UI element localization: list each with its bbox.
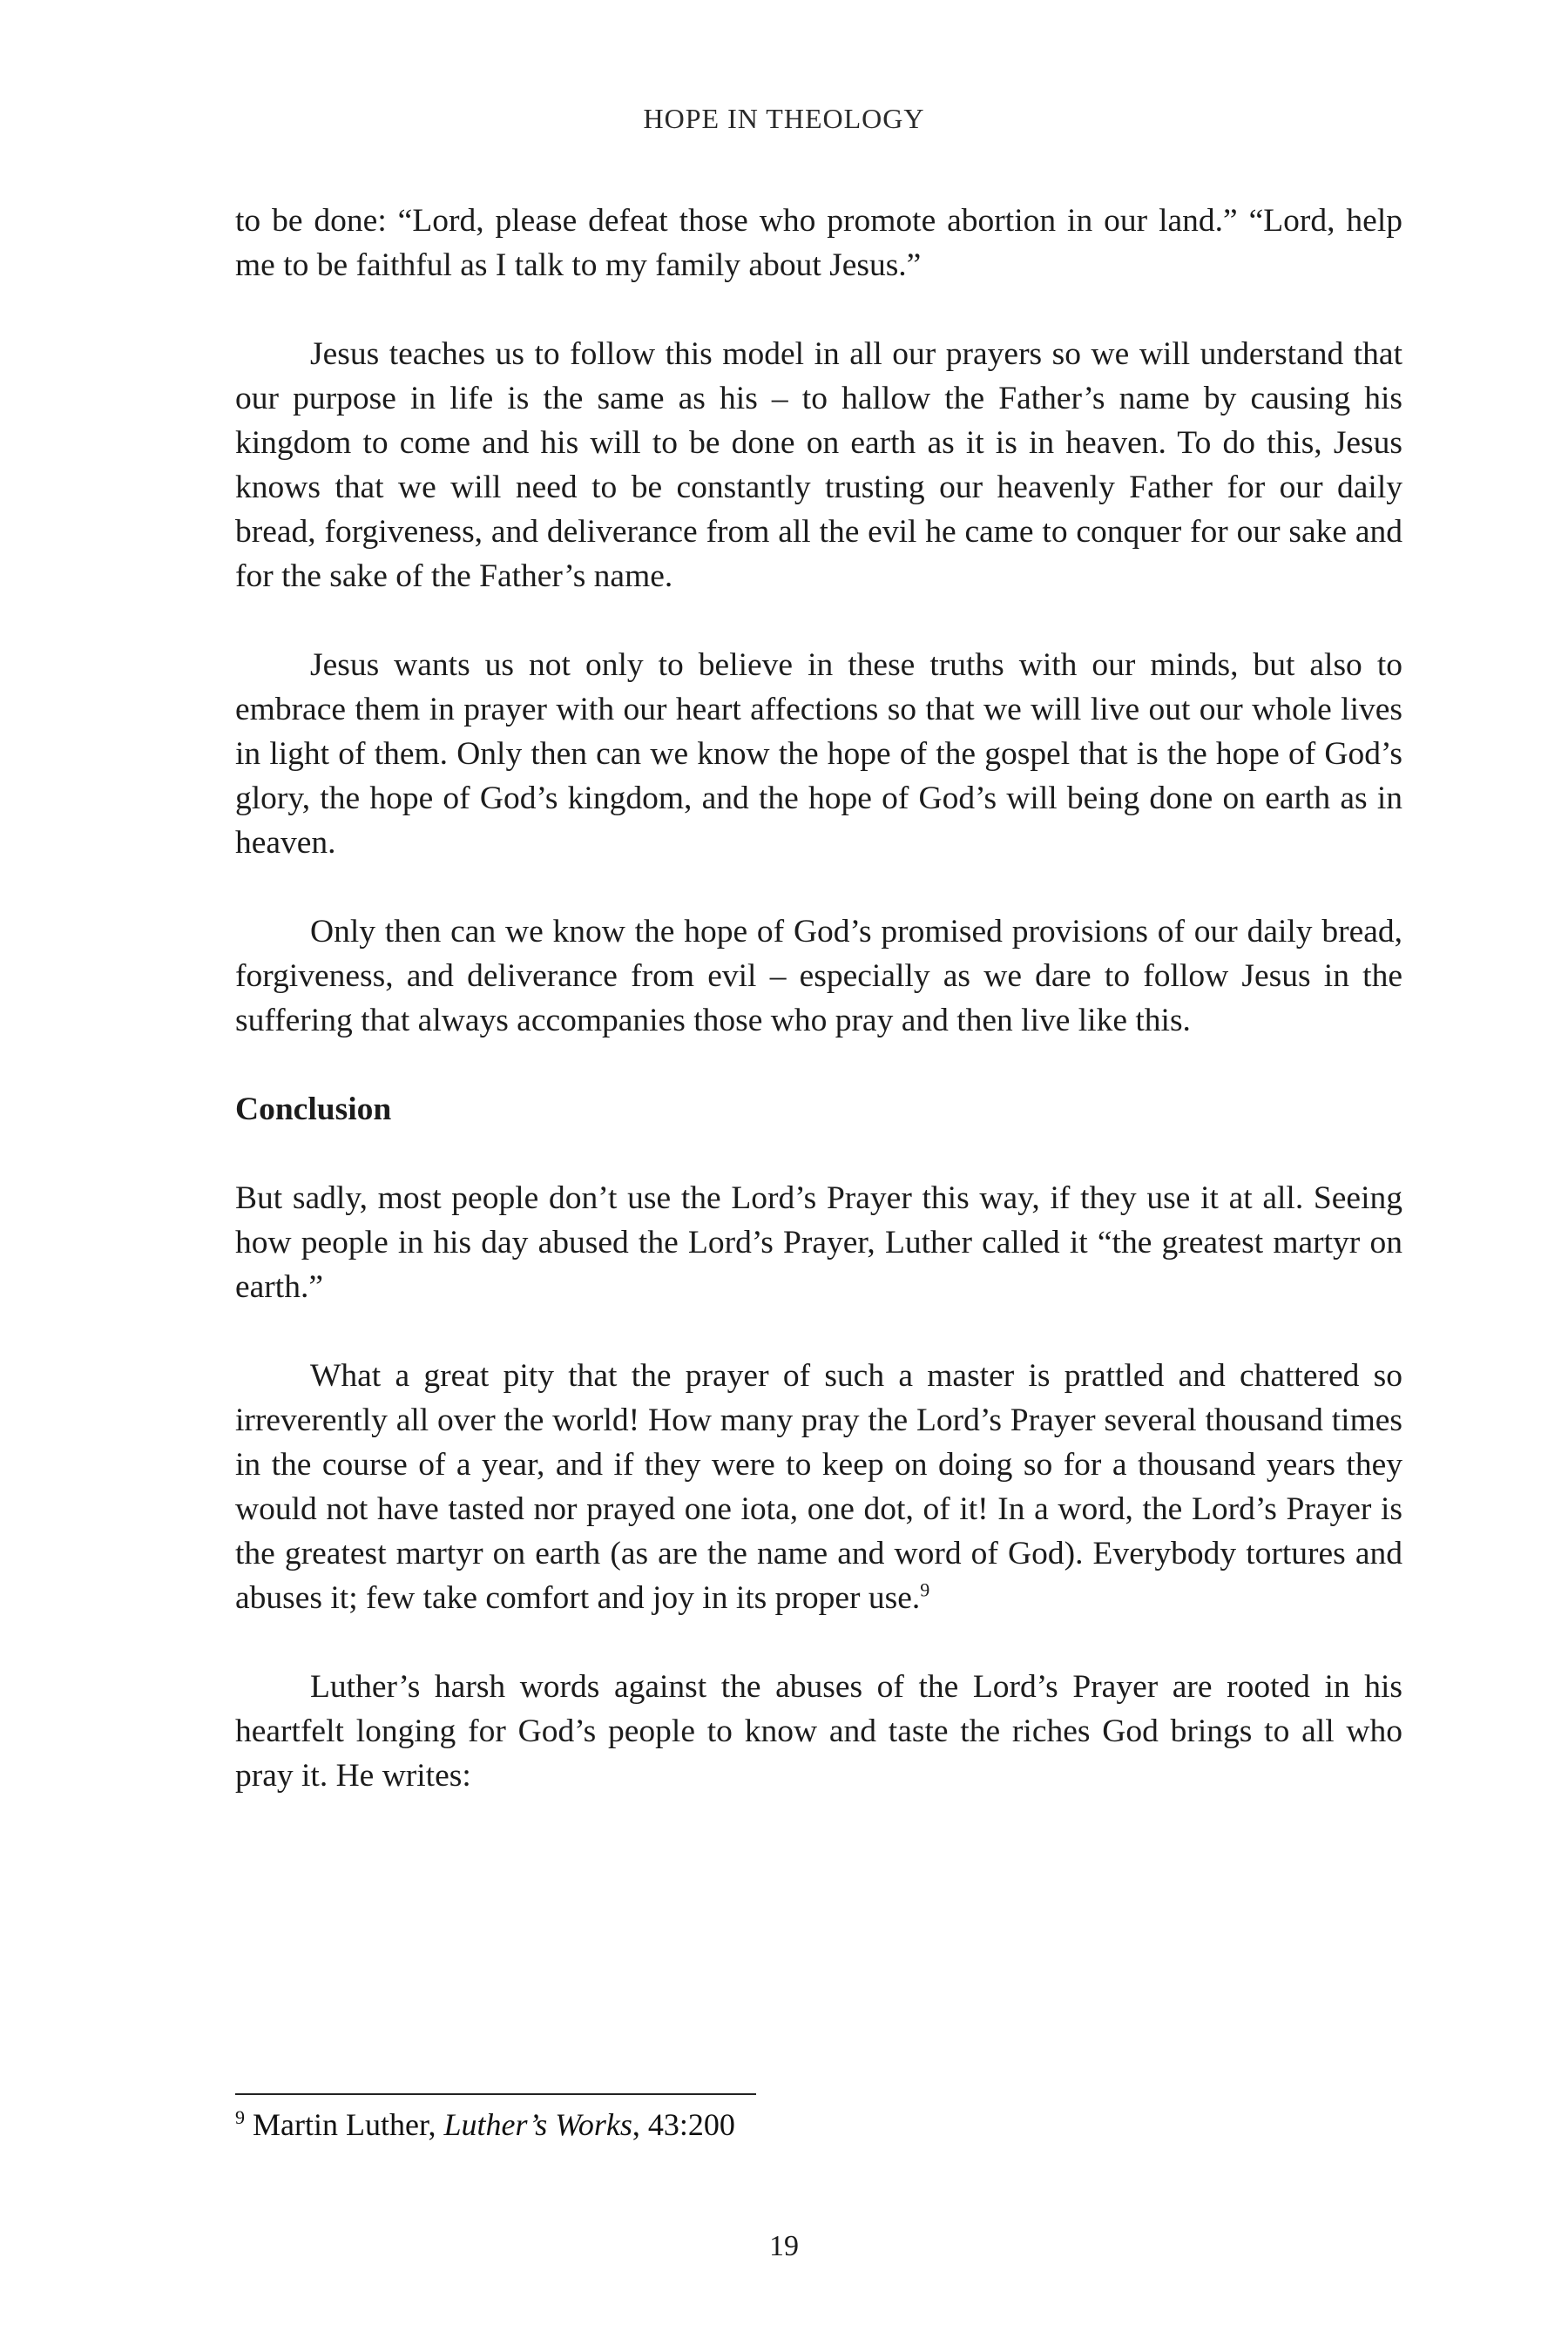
luther-quote xyxy=(235,1354,1402,1620)
paragraph-1: to be done: “Lord, please defeat those who promote abortion in our land.” “Lord, help me to be faithful as I talk to my family about Jesus.” xyxy=(235,203,1402,283)
footnote-title: Luther’s Works xyxy=(443,2107,632,2142)
body-text xyxy=(235,199,1402,1842)
footnote-number: 9 xyxy=(235,2106,245,2128)
paragraph-5: But sadly, most people don’t use the Lord’s Prayer this way, if they use it at all. Seeing how people in his day abused the Lord’s Prayer, Luther called it “the greatest martyr on earth.” xyxy=(235,1180,1402,1305)
footnote-divider xyxy=(235,2093,756,2095)
paragraph-2: Jesus teaches us to follow this model in all our prayers so we will understand that our purpose in life is the same as his – to hallow the Father’s name by causing his kingdom to come and his will to be done on earth as it is in heaven. To do this, Jesus knows that we will need to be constantly trusting our heavenly Father for our daily bread, forgiveness, and deliverance from all the evil he came to conquer for our sake and for the sake of the Father’s name. xyxy=(235,336,1402,594)
paragraph-4: Only then can we know the hope of God’s promised provisions of our daily bread, forgiveness, and deliverance from evil – especially as we dare to follow Jesus in the suffering that always accompanies those who pray and then live like this. xyxy=(235,914,1402,1038)
page-number: 19 xyxy=(769,2230,799,2262)
section-heading: Conclusion xyxy=(235,1092,392,1127)
quote-text: What a great pity that the prayer of such a master is prattled and chattered so irreverently all over the world! How many pray the Lord’s Prayer several thousand times in the course of a year, and if they were to keep on doing so for a thousand years they would not have tasted nor prayed one iota, one dot, of it! In a word, the Lord’s Prayer is the greatest martyr on earth (as are the name and word of God). Everybody tortures and abuses it; few take comfort and joy in its proper use. xyxy=(235,1358,1402,1616)
running-head: HOPE IN THEOLOGY xyxy=(643,103,925,134)
footnote-ref: , 43:200 xyxy=(632,2107,735,2142)
footnote-author: Martin Luther, xyxy=(245,2107,444,2142)
paragraph-6: Luther’s harsh words against the abuses of the Lord’s Prayer are rooted in his heartfelt longing for God’s people to know and taste the riches God brings to all who pray it. He writes: xyxy=(235,1669,1402,1794)
paragraph-3: Jesus wants us not only to believe in these truths with our minds, but also to embrace them in prayer with our heart affections so that we will live out our whole lives in light of them. Only then can we know the hope of the gospel that is the hope of God’s glory, the hope of God’s kingdom, and the hope of God’s will being done on earth as in heaven. xyxy=(235,647,1402,861)
footnote xyxy=(235,2105,1402,2144)
footnote-reference: 9 xyxy=(920,1578,930,1601)
